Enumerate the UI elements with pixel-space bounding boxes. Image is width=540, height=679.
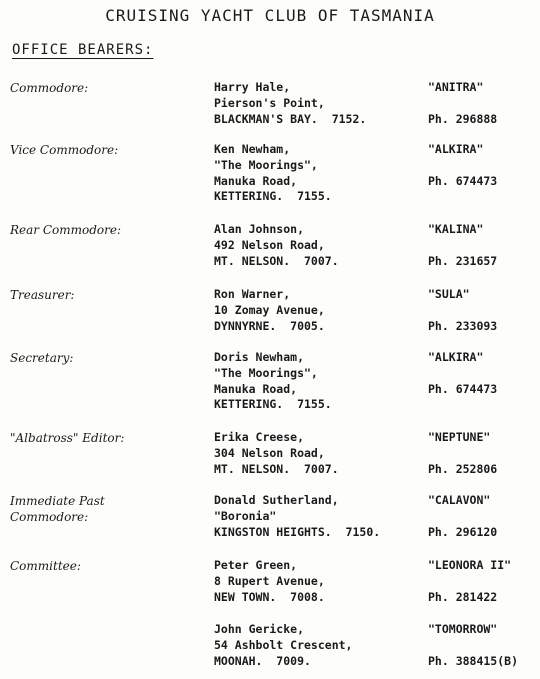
address-block xyxy=(214,222,339,269)
address-line: MOONAH. 7009. xyxy=(214,653,311,668)
address-line: "The Moorings", xyxy=(214,365,318,380)
role-line: Commodore: xyxy=(10,510,89,524)
yacht-name: "LEONORA II" xyxy=(428,558,512,572)
phone-number: Ph. 281422 xyxy=(428,589,498,604)
address-line: 492 Nelson Road, xyxy=(214,237,325,252)
phone-number: Ph. 388415(B) xyxy=(428,653,519,668)
address-line: DYNNYRNE. 7005. xyxy=(214,318,325,333)
role-line: Commodore: xyxy=(10,81,89,95)
phone-number: Ph. 252806 xyxy=(428,461,498,476)
role-label xyxy=(10,287,200,303)
role-line: Immediate Past xyxy=(10,494,105,508)
address-line: "The Moorings", xyxy=(214,157,318,172)
yacht-name: "CALAVON" xyxy=(428,493,491,507)
address-line: Harry Hale, xyxy=(214,80,291,94)
phone-number: Ph. 296120 xyxy=(428,524,498,539)
address-line: Alan Johnson, xyxy=(214,222,305,236)
role-label xyxy=(10,222,200,238)
address-line: Ron Warner, xyxy=(214,287,291,301)
yacht-name: "KALINA" xyxy=(428,222,484,236)
address-block xyxy=(214,80,366,127)
yacht-name: "ALKIRA" xyxy=(428,142,484,156)
phone-number: Ph. 674473 xyxy=(428,381,498,396)
address-line: "Boronia" xyxy=(214,508,277,523)
address-line: Doris Newham, xyxy=(214,350,305,364)
address-block xyxy=(214,622,352,669)
address-line: 304 Nelson Road, xyxy=(214,445,325,460)
address-line: Ken Newham, xyxy=(214,142,291,156)
address-line: NEW TOWN. 7008. xyxy=(214,589,325,604)
address-block xyxy=(214,350,332,413)
section-heading: OFFICE BEARERS: xyxy=(12,42,154,58)
yacht-name: "SULA" xyxy=(428,287,470,301)
role-label xyxy=(10,558,200,574)
address-line: Peter Green, xyxy=(214,558,298,572)
role-label xyxy=(10,493,200,525)
address-line: MT. NELSON. 7007. xyxy=(214,461,339,476)
role-line: Vice Commodore: xyxy=(10,143,119,157)
role-line: Secretary: xyxy=(10,351,74,365)
phone-number: Ph. 233093 xyxy=(428,318,498,333)
yacht-name: "ALKIRA" xyxy=(428,350,484,364)
role-line: Committee: xyxy=(10,559,81,573)
role-line: "Albatross" Editor: xyxy=(10,431,125,445)
address-line: KETTERING. 7155. xyxy=(214,397,332,412)
role-label xyxy=(10,350,200,366)
phone-number: Ph. 674473 xyxy=(428,173,498,188)
address-line: Donald Sutherland, xyxy=(214,493,339,507)
address-block xyxy=(214,558,325,605)
role-label xyxy=(10,430,200,446)
yacht-name: "TOMORROW" xyxy=(428,622,498,636)
role-line: Rear Commodore: xyxy=(10,223,122,237)
role-line: Treasurer: xyxy=(10,288,75,302)
yacht-name: "NEPTUNE" xyxy=(428,430,491,444)
address-line: 54 Ashbolt Crescent, xyxy=(214,637,353,652)
phone-number: Ph. 231657 xyxy=(428,253,498,268)
address-block xyxy=(214,430,339,477)
address-line: Erika Creese, xyxy=(214,430,305,444)
yacht-name: "ANITRA" xyxy=(428,80,484,94)
address-line: Pierson's Point, xyxy=(214,95,325,110)
address-line: Manuka Road, xyxy=(214,381,298,396)
address-line: MT. NELSON. 7007. xyxy=(214,253,339,268)
address-line: John Gericke, xyxy=(214,622,305,636)
address-line: KINGSTON HEIGHTS. 7150. xyxy=(214,524,381,539)
phone-number: Ph. 296888 xyxy=(428,111,498,126)
page-title: CRUISING YACHT CLUB OF TASMANIA xyxy=(105,6,435,25)
address-block xyxy=(214,142,332,205)
address-block xyxy=(214,493,380,540)
address-line: 10 Zomay Avenue, xyxy=(214,302,325,317)
role-label xyxy=(10,80,200,96)
address-line: 8 Rupert Avenue, xyxy=(214,573,325,588)
address-line: Manuka Road, xyxy=(214,173,298,188)
address-line: KETTERING. 7155. xyxy=(214,189,332,204)
address-line: BLACKMAN'S BAY. 7152. xyxy=(214,111,367,126)
address-block xyxy=(214,287,325,334)
role-label xyxy=(10,142,200,158)
